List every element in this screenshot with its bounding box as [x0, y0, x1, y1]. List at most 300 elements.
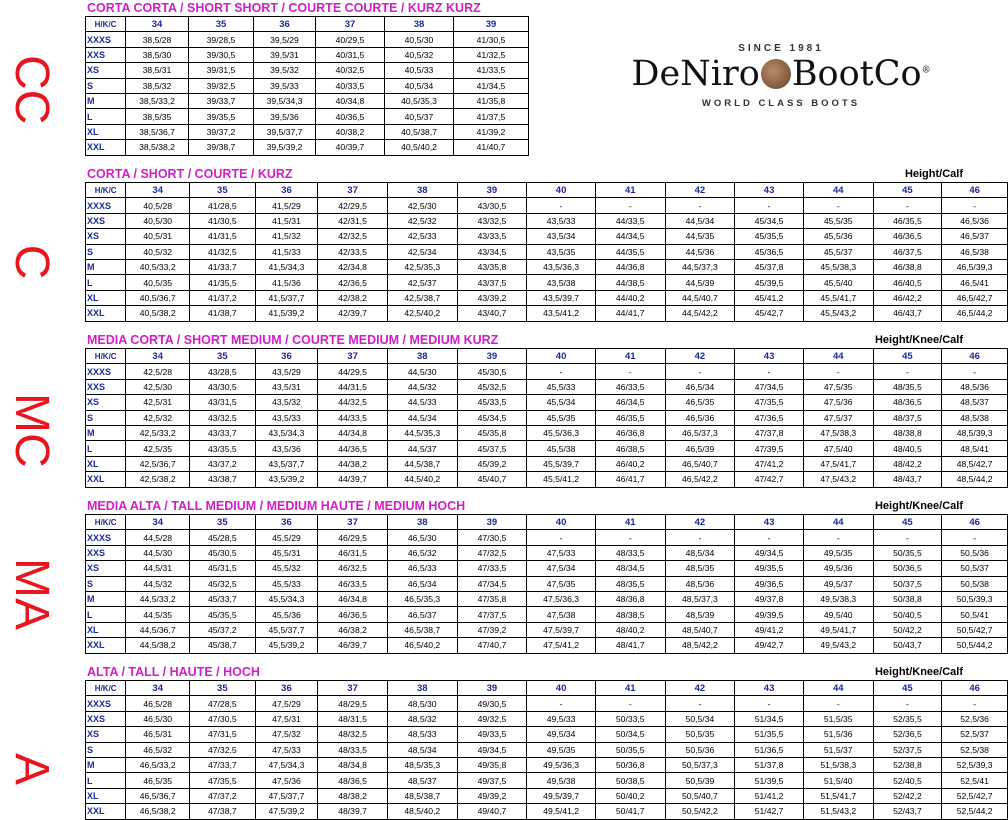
measure-cell: 50/37,5 [873, 576, 942, 591]
measure-cell: 46,5/32 [387, 545, 457, 560]
measure-cell: - [942, 696, 1008, 711]
measure-cell: 49,5/35 [527, 742, 596, 757]
row-label: M [86, 757, 126, 772]
measure-cell: 40/39,7 [316, 140, 385, 155]
measure-cell: 52/37,5 [873, 742, 942, 757]
measure-cell: - [803, 198, 873, 213]
measure-cell: 48,5/34 [387, 742, 457, 757]
measure-cell: - [595, 530, 665, 545]
measure-cell: 50,5/36 [942, 545, 1008, 560]
measure-cell: - [595, 364, 665, 379]
measure-cell: 43,5/31 [255, 379, 318, 394]
measure-cell: 44/31,5 [318, 379, 388, 394]
measure-cell: 42,5/33 [387, 229, 457, 244]
measure-cell: 49/37,5 [457, 773, 527, 788]
measure-cell: 45,5/37,7 [255, 622, 318, 637]
measure-cell: 50,5/39 [665, 773, 735, 788]
measure-cell: 45,5/41,7 [803, 290, 873, 305]
measure-cell: 51/34,5 [735, 711, 804, 726]
measure-cell: 44,5/32 [387, 379, 457, 394]
measure-cell: 39/35,5 [189, 109, 254, 124]
measure-cell: 41,5/31 [255, 213, 318, 228]
size-header-cell: 44 [803, 349, 873, 364]
row-label: S [86, 576, 126, 591]
measure-cell: 46,5/30 [126, 711, 190, 726]
measure-cell: 38,5/36,7 [126, 124, 189, 139]
table-row [86, 109, 529, 124]
measure-cell: - [527, 198, 596, 213]
measure-cell: 41/38,7 [190, 306, 256, 321]
measure-cell: 39/28,5 [189, 32, 254, 47]
row-label: XL [86, 456, 126, 471]
measure-cell: 49,5/39,7 [527, 788, 596, 803]
measure-cell: 43/28,5 [190, 364, 256, 379]
measure-cell: 43,5/29 [255, 364, 318, 379]
size-header-cell: 37 [318, 681, 388, 696]
measure-cell: 44/35,5 [595, 244, 665, 259]
section-title-mc: MEDIA CORTA / SHORT MEDIUM / COURTE MEDIUM / MEDIUM KURZ [87, 333, 499, 347]
measure-cell: - [735, 364, 804, 379]
measure-cell: 41/33,7 [190, 259, 256, 274]
measure-cell: 43/40,7 [457, 306, 527, 321]
measure-cell: 52/38,8 [873, 757, 942, 772]
row-label: S [86, 742, 126, 757]
measure-cell: 44/29,5 [318, 364, 388, 379]
table-row [86, 607, 1008, 622]
measure-cell: 49,5/41,7 [803, 622, 873, 637]
measure-cell: 46,5/39 [665, 441, 735, 456]
measure-cell: 43,5/41,2 [527, 306, 596, 321]
measure-cell: 49/33,5 [457, 727, 527, 742]
measure-cell: 46,5/34 [665, 379, 735, 394]
measure-cell: 46,5/35 [665, 395, 735, 410]
measure-cell: - [942, 530, 1008, 545]
row-label: XXS [86, 545, 126, 560]
measure-cell: 39,5/29 [254, 32, 316, 47]
measure-cell: 48/40,5 [873, 441, 942, 456]
row-label: S [86, 410, 126, 425]
measure-cell: 45,5/35 [803, 213, 873, 228]
size-header-cell: 36 [254, 17, 316, 32]
measure-cell: 45,5/36,3 [527, 425, 596, 440]
measure-cell: 48,5/36 [665, 576, 735, 591]
row-label: L [86, 607, 126, 622]
measure-cell: 45/30,5 [457, 364, 527, 379]
measure-cell: 46/40,5 [873, 275, 942, 290]
measure-cell: 51,5/41,7 [803, 788, 873, 803]
measure-cell: 52,5/38 [942, 742, 1008, 757]
measure-cell: 51/42,7 [735, 804, 804, 819]
measure-cell: 45/34,5 [735, 213, 804, 228]
measure-cell: - [873, 198, 942, 213]
measure-cell: 46,5/36,7 [126, 788, 190, 803]
measure-cell: 50/41,7 [595, 804, 665, 819]
size-header-cell: 42 [665, 183, 735, 198]
measure-cell: 41/35,5 [190, 275, 256, 290]
measure-cell: 48/35,5 [873, 379, 942, 394]
row-label: XXXS [86, 364, 126, 379]
section-title-c: CORTA / SHORT / COURTE / KURZ [87, 167, 293, 181]
measure-cell: 44,5/32 [126, 576, 190, 591]
measure-cell: 47,5/34 [527, 561, 596, 576]
measure-cell: 46/37,5 [873, 244, 942, 259]
table-row [86, 591, 1008, 606]
measure-cell: 49/32,5 [457, 711, 527, 726]
measure-cell: 44,5/34 [387, 410, 457, 425]
measure-cell: 41/34,5 [454, 78, 529, 93]
measure-cell: 49,5/40 [803, 607, 873, 622]
measure-cell: 42,5/38,7 [387, 290, 457, 305]
measure-cell: - [803, 530, 873, 545]
measure-cell: 46/33,5 [595, 379, 665, 394]
measure-cell: 48,5/33 [387, 727, 457, 742]
measure-cell: 42,5/35 [126, 441, 190, 456]
measure-cell: 52/36,5 [873, 727, 942, 742]
measure-cell: 46,5/41 [942, 275, 1008, 290]
size-header-cell: 45 [873, 183, 942, 198]
size-header-cell: 38 [385, 17, 454, 32]
table-row [86, 229, 1008, 244]
measure-cell: 41/30,5 [454, 32, 529, 47]
measure-cell: 50/43,7 [873, 638, 942, 653]
measure-cell: 44,5/35 [665, 229, 735, 244]
measure-cell: 43,5/33 [527, 213, 596, 228]
measure-cell: 42/39,7 [318, 306, 388, 321]
measure-cell: 41/32,5 [190, 244, 256, 259]
side-label-c: C [5, 244, 58, 280]
measure-cell: 47/35,8 [457, 591, 527, 606]
logo-tagline: WORLD CLASS BOOTS [701, 98, 861, 109]
measure-cell: 48,5/38,7 [387, 788, 457, 803]
measure-cell: 45,5/40 [803, 275, 873, 290]
measure-cell: 49/35,5 [735, 561, 804, 576]
size-header-cell: 35 [189, 17, 254, 32]
table-row [86, 93, 529, 108]
table-row [86, 410, 1008, 425]
measure-cell: 41,5/37,7 [255, 290, 318, 305]
measure-cell: 39,5/33 [254, 78, 316, 93]
row-label: L [86, 773, 126, 788]
measure-cell: 46/42,2 [873, 290, 942, 305]
size-header-cell: 35 [190, 515, 256, 530]
logo-brand [622, 54, 940, 94]
row-label: XXL [86, 140, 126, 155]
measure-cell: 46,5/36 [942, 213, 1008, 228]
table-row [86, 379, 1008, 394]
measure-cell: 50,5/44,2 [942, 638, 1008, 653]
size-header-cell: 45 [873, 681, 942, 696]
measure-cell: 40,5/30 [126, 213, 190, 228]
measure-cell: 44,5/37 [387, 441, 457, 456]
measure-cell: 46,5/44,2 [942, 306, 1008, 321]
measure-cell: 44/33,5 [595, 213, 665, 228]
size-header-cell: 41 [595, 515, 665, 530]
table-row [86, 364, 1008, 379]
logo-brand-right: BootCo [791, 54, 922, 94]
measure-cell: 47,5/34,3 [255, 757, 318, 772]
measure-cell: 48,5/40,2 [387, 804, 457, 819]
size-header-cell: 37 [318, 183, 388, 198]
measure-cell: 47,5/41,7 [803, 456, 873, 471]
measure-cell: - [735, 198, 804, 213]
measure-cell: 52,5/42,7 [942, 788, 1008, 803]
size-header-cell: 44 [803, 183, 873, 198]
size-header-cell: 41 [595, 681, 665, 696]
measure-cell: 48/34,8 [318, 757, 388, 772]
measure-cell: 42,5/30 [387, 198, 457, 213]
measure-cell: 48/29,5 [318, 696, 388, 711]
measure-cell: 50,5/40,7 [665, 788, 735, 803]
table-row [86, 140, 529, 155]
measure-cell: 49/34,5 [735, 545, 804, 560]
measure-cell: 49,5/41,2 [527, 804, 596, 819]
measure-cell: - [803, 364, 873, 379]
measure-cell: 41,5/33 [255, 244, 318, 259]
table-row [86, 696, 1008, 711]
measure-cell: 39,5/37,7 [254, 124, 316, 139]
measure-cell: 48,5/39 [665, 607, 735, 622]
measure-cell: 43,5/34 [527, 229, 596, 244]
table-header-row [86, 349, 1008, 364]
row-label: XL [86, 622, 126, 637]
measure-cell: 41/31,5 [190, 229, 256, 244]
measure-cell: 50,5/38 [942, 576, 1008, 591]
measure-cell: 45/39,2 [457, 456, 527, 471]
measure-cell: 45/32,5 [190, 576, 256, 591]
measure-cell: 39/38,7 [189, 140, 254, 155]
measure-cell: 39,5/32 [254, 63, 316, 78]
size-header-cell: 43 [735, 183, 804, 198]
measure-cell: 43,5/39,7 [527, 290, 596, 305]
size-table-cc [85, 16, 529, 156]
row-label: XXL [86, 638, 126, 653]
side-label-a: A [5, 752, 58, 785]
boot-emblem-icon [761, 59, 791, 89]
size-header-cell: 35 [190, 349, 256, 364]
measure-cell: 40,5/30 [385, 32, 454, 47]
size-header-cell: 46 [942, 183, 1008, 198]
measure-cell: 45,5/35 [527, 410, 596, 425]
measure-cell: 45/36,5 [735, 244, 804, 259]
measure-cell: 46/38,2 [318, 622, 388, 637]
row-label: XXL [86, 306, 126, 321]
measure-cell: 43,5/33 [255, 410, 318, 425]
size-header-cell: 35 [190, 183, 256, 198]
size-header-cell: 39 [457, 349, 527, 364]
measure-cell: - [527, 530, 596, 545]
table-row [86, 622, 1008, 637]
measure-cell: 46/38,8 [873, 259, 942, 274]
table-row [86, 78, 529, 93]
measure-cell: 49/40,7 [457, 804, 527, 819]
side-label-mc: MC [5, 393, 58, 468]
measure-cell: 48,5/42,7 [942, 456, 1008, 471]
measure-cell: 47,5/37,7 [255, 788, 318, 803]
measure-cell: - [735, 530, 804, 545]
size-header-cell: 36 [255, 349, 318, 364]
measure-cell: 51/41,2 [735, 788, 804, 803]
size-header-cell: 41 [595, 183, 665, 198]
measure-cell: 46,5/30 [387, 530, 457, 545]
row-label: XL [86, 290, 126, 305]
measure-cell: 50/33,5 [595, 711, 665, 726]
table-row [86, 561, 1008, 576]
measure-cell: 47/33,5 [457, 561, 527, 576]
logo-since: SINCE 1981 [738, 43, 824, 54]
table-row [86, 441, 1008, 456]
table-row [86, 788, 1008, 803]
measure-cell: 47/32,5 [457, 545, 527, 560]
measure-cell: 38,5/38,2 [126, 140, 189, 155]
table-row [86, 727, 1008, 742]
measure-cell: 42,5/35,3 [387, 259, 457, 274]
measure-cell: 42/32,5 [318, 229, 388, 244]
measure-cell: 45/33,5 [457, 395, 527, 410]
measure-cell: 49/36,5 [735, 576, 804, 591]
side-label-cc: CC [5, 55, 58, 125]
measure-cell: 46/36,8 [595, 425, 665, 440]
measure-cell: 45/42,7 [735, 306, 804, 321]
measure-cell: 48/35,5 [595, 576, 665, 591]
measure-cell: 51,5/38,3 [803, 757, 873, 772]
measure-cell: 47/37,2 [190, 788, 256, 803]
measure-cell: 48,5/37,3 [665, 591, 735, 606]
measure-cell: 45,5/32 [255, 561, 318, 576]
measure-cell: 41,5/39,2 [255, 306, 318, 321]
measure-cell: 39,5/36 [254, 109, 316, 124]
measure-cell: 43/32,5 [457, 213, 527, 228]
measure-cell: 49,5/38,3 [803, 591, 873, 606]
table-row [86, 472, 1008, 487]
measure-cell: 45/32,5 [457, 379, 527, 394]
size-header-cell: 43 [735, 515, 804, 530]
corner-label: H/K/C [86, 183, 126, 198]
measure-cell: 52,5/41 [942, 773, 1008, 788]
measure-cell: 49/37,8 [735, 591, 804, 606]
logo-brand-left: DeNiro [631, 54, 760, 94]
size-header-cell: 36 [255, 183, 318, 198]
measure-cell: 47/34,5 [735, 379, 804, 394]
measure-cell: 51,5/37 [803, 742, 873, 757]
measure-cell: 46,5/28 [126, 696, 190, 711]
measure-cell: 41/32,5 [454, 47, 529, 62]
measure-cell: 44/38,5 [595, 275, 665, 290]
table-row [86, 275, 1008, 290]
measure-cell: 45,5/34,3 [255, 591, 318, 606]
row-label: S [86, 244, 126, 259]
measure-cell: 41/28,5 [190, 198, 256, 213]
measure-cell: 41,5/29 [255, 198, 318, 213]
measure-cell: 52,5/37 [942, 727, 1008, 742]
measure-cell: 45/34,5 [457, 410, 527, 425]
table-header-row [86, 17, 529, 32]
measure-cell: - [527, 696, 596, 711]
measure-cell: 48/42,2 [873, 456, 942, 471]
measure-cell: 45,5/36 [803, 229, 873, 244]
measure-cell: - [942, 364, 1008, 379]
table-row [86, 742, 1008, 757]
measure-cell: 48,5/36 [942, 379, 1008, 394]
size-header-cell: 44 [803, 681, 873, 696]
row-label: XS [86, 727, 126, 742]
measure-cell: 48,5/30 [387, 696, 457, 711]
measure-cell: 43/34,5 [457, 244, 527, 259]
measure-cell: 50/42,2 [873, 622, 942, 637]
measure-cell: 47,5/36 [255, 773, 318, 788]
measure-cell: 43/33,7 [190, 425, 256, 440]
measure-cell: 44,5/34 [665, 213, 735, 228]
measure-cell: 50/36,5 [873, 561, 942, 576]
size-header-cell: 38 [387, 349, 457, 364]
measure-cell: 44/34,8 [318, 425, 388, 440]
measure-cell: - [595, 198, 665, 213]
measure-cell: 44,5/39 [665, 275, 735, 290]
measure-cell: 48,5/35 [665, 561, 735, 576]
measure-cell: 50/35,5 [595, 742, 665, 757]
size-header-cell: 35 [190, 681, 256, 696]
measure-cell: 46/29,5 [318, 530, 388, 545]
measure-cell: 40/31,5 [316, 47, 385, 62]
table-row [86, 124, 529, 139]
measure-cell: 45/35,8 [457, 425, 527, 440]
measure-cell: 39/32,5 [189, 78, 254, 93]
size-header-cell: 34 [126, 681, 190, 696]
measure-cell: 42/36,5 [318, 275, 388, 290]
row-label: XXS [86, 47, 126, 62]
measure-cell: 47/37,5 [457, 607, 527, 622]
measure-cell: 45/28,5 [190, 530, 256, 545]
measure-cell: 38,5/30 [126, 47, 189, 62]
measure-cell: 47,5/41,2 [527, 638, 596, 653]
measure-cell: 42/29,5 [318, 198, 388, 213]
measure-cell: 45,5/33 [255, 576, 318, 591]
measure-cell: 40/34,8 [316, 93, 385, 108]
measure-cell: 47,5/38 [527, 607, 596, 622]
measure-cell: 48,5/39,3 [942, 425, 1008, 440]
measure-cell: 50/38,8 [873, 591, 942, 606]
measure-cell: 47/35,5 [190, 773, 256, 788]
size-header-cell: 34 [126, 183, 190, 198]
measure-cell: 39,5/39,2 [254, 140, 316, 155]
row-label: XXS [86, 711, 126, 726]
measure-cell: 50/34,5 [595, 727, 665, 742]
measure-cell: 44,5/36,7 [126, 622, 190, 637]
table-row [86, 711, 1008, 726]
size-header-cell: 38 [387, 515, 457, 530]
row-label: M [86, 425, 126, 440]
table-header-row [86, 515, 1008, 530]
measure-cell: 46,5/33 [387, 561, 457, 576]
table-row [86, 63, 529, 78]
measure-cell: 48/43,7 [873, 472, 942, 487]
size-header-cell: 43 [735, 349, 804, 364]
size-header-cell: 37 [316, 17, 385, 32]
measure-cell: 45/41,2 [735, 290, 804, 305]
measure-cell: 41,5/34,3 [255, 259, 318, 274]
measure-cell: 52/40,5 [873, 773, 942, 788]
measure-cell: 47/34,5 [457, 576, 527, 591]
measure-cell: 40,5/36,7 [126, 290, 190, 305]
measure-cell: 49,5/36 [803, 561, 873, 576]
measure-cell: 46/36,5 [873, 229, 942, 244]
measure-cell: 43/30,5 [190, 379, 256, 394]
table-row [86, 545, 1008, 560]
table-row [86, 530, 1008, 545]
table-row [86, 244, 1008, 259]
table-row [86, 306, 1008, 321]
measure-cell: 46/39,7 [318, 638, 388, 653]
measure-cell: 42,5/38,2 [126, 472, 190, 487]
